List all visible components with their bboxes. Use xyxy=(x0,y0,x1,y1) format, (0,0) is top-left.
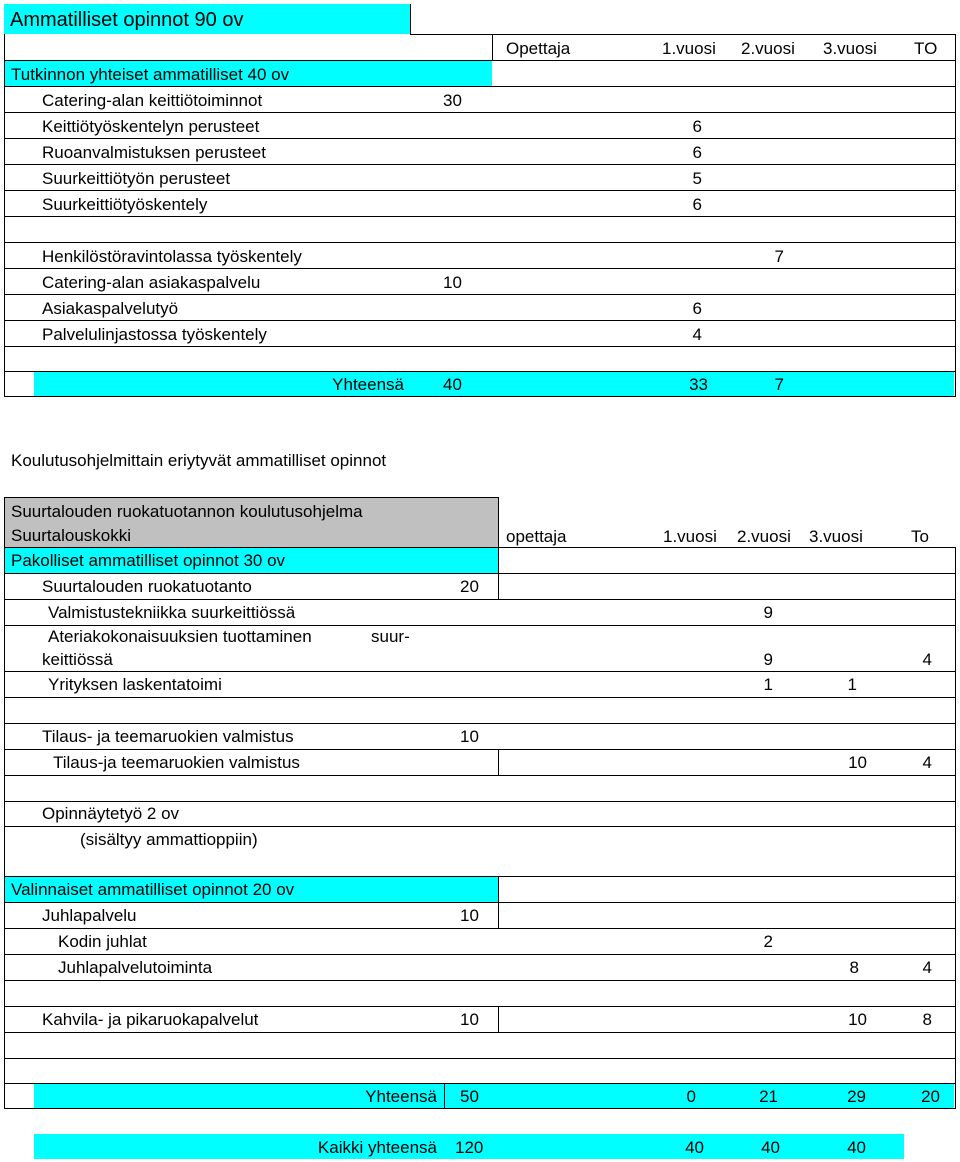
header-to: To xyxy=(911,527,929,546)
total-label: Yhteensä xyxy=(332,375,404,394)
row-note: (sisältyy ammattioppiin) xyxy=(80,830,258,849)
total-bar xyxy=(34,1083,954,1108)
row-label: Juhlapalvelutoiminta xyxy=(58,958,213,977)
row-v3: 10 xyxy=(848,1010,867,1029)
row-v2: 7 xyxy=(774,247,784,266)
section-2-title: Koulutusohjelmittain eriytyvät ammatilliset opinnot xyxy=(11,451,387,470)
row-v2: 2 xyxy=(763,932,773,951)
grand-total-ov: 120 xyxy=(455,1138,484,1157)
row-v1: 5 xyxy=(692,169,702,188)
total-to: 20 xyxy=(921,1087,940,1106)
row-ov: 10 xyxy=(460,727,479,746)
total-v1: 33 xyxy=(689,375,708,394)
total-ov: 50 xyxy=(460,1087,479,1106)
row-label: Ruoanvalmistuksen perusteet xyxy=(42,143,266,162)
row-to: 4 xyxy=(922,958,932,977)
program-subtitle: Suurtalouskokki xyxy=(11,526,132,545)
total-label: Yhteensä xyxy=(365,1087,437,1106)
row-ov: 10 xyxy=(460,906,479,925)
row-label: Palvelulinjastossa työskentely xyxy=(42,325,267,344)
row-v1: 6 xyxy=(692,143,702,162)
row-v2: 9 xyxy=(763,650,773,669)
row-label: Suurkeittiötyöskentely xyxy=(42,195,208,214)
row-ov: 30 xyxy=(443,91,462,110)
row-label: Suurkeittiötyön perusteet xyxy=(42,169,231,188)
section-title: Tutkinnon yhteiset ammatilliset 40 ov xyxy=(11,65,290,84)
row-label: Keittiötyöskentelyn perusteet xyxy=(42,117,260,136)
row-to: 4 xyxy=(922,753,932,772)
row-label: Opinnäytetyö 2 ov xyxy=(42,804,180,823)
row-label: Yrityksen laskentatoimi xyxy=(48,675,222,694)
grand-total-v2: 40 xyxy=(761,1138,780,1157)
total-v2: 7 xyxy=(774,375,784,394)
header-3-vuosi: 3.vuosi xyxy=(809,527,863,546)
row-v1: 4 xyxy=(692,325,702,344)
row-label: Kodin juhlat xyxy=(58,932,147,951)
total-bar xyxy=(34,371,954,396)
row-label: Valmistustekniikka suurkeittiössä xyxy=(48,603,296,622)
row-label: Tilaus- ja teemaruokien valmistus xyxy=(42,727,294,746)
row-v2: 9 xyxy=(763,603,773,622)
header-1-vuosi: 1.vuosi xyxy=(663,527,717,546)
row-label-hyphen: suur- xyxy=(371,627,410,646)
row-label: Asiakaspalvelutyö xyxy=(42,299,179,318)
row-v3: 10 xyxy=(848,753,867,772)
row-v3: 8 xyxy=(849,958,859,977)
valinnaiset-title: Valinnaiset ammatilliset opinnot 20 ov xyxy=(11,880,295,899)
row-v1: 6 xyxy=(692,195,702,214)
row-label: Henkilöstöravintolassa työskentely xyxy=(42,247,302,266)
pakolliset-title: Pakolliset ammatilliset opinnot 30 ov xyxy=(11,551,286,570)
grand-total-label: Kaikki yhteensä xyxy=(317,1138,437,1157)
header-1-vuosi: 1.vuosi xyxy=(662,39,716,58)
header-2-vuosi: 2.vuosi xyxy=(737,527,791,546)
total-v2: 21 xyxy=(759,1087,778,1106)
program-title: Suurtalouden ruokatuotannon koulutusohjelma xyxy=(11,502,363,521)
row-to: 4 xyxy=(922,650,932,669)
row-v1: 6 xyxy=(692,117,702,136)
row-label: Juhlapalvelu xyxy=(42,906,137,925)
total-v3: 29 xyxy=(847,1087,866,1106)
header-2-vuosi: 2.vuosi xyxy=(741,39,795,58)
grand-total-v1: 40 xyxy=(685,1138,704,1157)
row-label: Catering-alan asiakaspalvelu xyxy=(42,273,261,292)
header-3-vuosi: 3.vuosi xyxy=(823,39,877,58)
header-to: TO xyxy=(914,39,938,58)
total-ov: 40 xyxy=(443,375,462,394)
row-label: Tilaus-ja teemaruokien valmistus xyxy=(53,753,300,772)
page-title: Ammatilliset opinnot 90 ov xyxy=(10,9,244,31)
row-label: Catering-alan keittiötoiminnot xyxy=(42,91,263,110)
row-ov: 20 xyxy=(460,577,479,596)
row-label: Ateriakokonaisuuksien tuottaminen xyxy=(48,627,312,646)
header-opettaja: Opettaja xyxy=(506,39,571,58)
total-v1: 0 xyxy=(686,1087,696,1106)
grand-total-v3: 40 xyxy=(847,1138,866,1157)
row-v3: 1 xyxy=(847,675,857,694)
header-opettaja: opettaja xyxy=(506,527,567,546)
row-ov: 10 xyxy=(460,1010,479,1029)
row-label: Kahvila- ja pikaruokapalvelut xyxy=(42,1010,259,1029)
row-to: 8 xyxy=(922,1010,932,1029)
row-v2: 1 xyxy=(763,675,773,694)
row-ov: 10 xyxy=(443,273,462,292)
row-label: Suurtalouden ruokatuotanto xyxy=(42,577,252,596)
row-v1: 6 xyxy=(692,299,702,318)
row-label-cont: keittiössä xyxy=(42,650,113,669)
